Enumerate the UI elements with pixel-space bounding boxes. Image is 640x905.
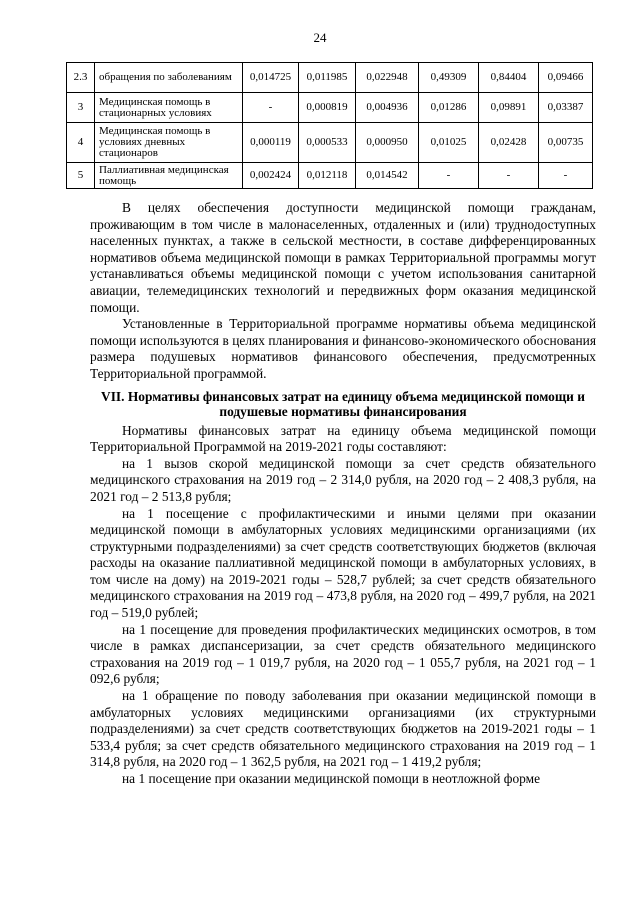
table-cell: - [419, 163, 479, 189]
table-cell: 0,014725 [243, 63, 299, 93]
table-cell: 0,014542 [356, 163, 419, 189]
row-name: обращения по заболеваниям [95, 63, 243, 93]
table-cell: 0,01025 [419, 123, 479, 163]
paragraph: на 1 обращение по поводу заболевания при оказании медицинской помощи в амбулаторных условиях медицинскими организациями (их структурными подразделениями) за счет средств соответствующих бюджетов на 2019-2021 годы – 1 533,4 рубля; за счет средств обязательного медицинского страхования на 2019 год – 1 314,8 рубля, на 2020 год – 1 362,5 рубля, на 2021 год – 1 419,2 рубля; [90, 688, 596, 770]
row-name: Паллиативная медицинская помощь [95, 163, 243, 189]
table-cell: 0,09466 [539, 63, 593, 93]
table-cell: - [479, 163, 539, 189]
table-row [67, 163, 593, 189]
section-heading: VII. Нормативы финансовых затрат на единицу объема медицинской помощи и подушевые нормативы финансирования [101, 388, 585, 419]
norms-table [66, 62, 593, 189]
paragraph: на 1 вызов скорой медицинской помощи за счет средств обязательного медицинского страхования на 2019 год – 2 314,0 рубля, на 2020 год – 2 408,3 рубля, на 2021 год – 2 513,8 рубля; [90, 455, 596, 504]
row-number: 5 [67, 163, 95, 189]
table-cell: 0,49309 [419, 63, 479, 93]
row-number: 3 [67, 93, 95, 123]
table-row [67, 93, 593, 123]
table-cell: - [539, 163, 593, 189]
paragraph: Нормативы финансовых затрат на единицу объема медицинской помощи Территориальной Программой на 2019-2021 годы составляют: [90, 422, 596, 455]
table-cell: 0,000950 [356, 123, 419, 163]
table-cell: 0,02428 [479, 123, 539, 163]
paragraph: на 1 посещение для проведения профилактических медицинских осмотров, в том числе в рамках диспансеризации, за счет средств обязательного медицинского страхования на 2019 год – 1 019,7 рубля, на 2020 год – 1 055,7 рубля, на 2021 год – 1 092,6 рубля; [90, 621, 596, 687]
row-number: 2.3 [67, 63, 95, 93]
table-cell: - [243, 93, 299, 123]
table-cell: 0,84404 [479, 63, 539, 93]
table-cell: 0,00735 [539, 123, 593, 163]
paragraph: на 1 посещение с профилактическими и иными целями при оказании медицинской помощи в амбулаторных условиях медицинскими организациями (их структурными подразделениями) за счет средств соответствующих бюджетов (включая расходы на оказание паллиативной медицинской помощи в амбулаторных условиях, в том числе на дому) на 2019-2021 годы – 528,7 рублей; за счет средств обязательного медицинского страхования на 2019 год – 473,8 рубля, на 2020 год – 499,7 рубля, на 2021 год – 519,0 рублей; [90, 505, 596, 621]
table-row [67, 63, 593, 93]
table-row [67, 123, 593, 163]
table-cell: 0,09891 [479, 93, 539, 123]
row-number: 4 [67, 123, 95, 163]
paragraph: В целях обеспечения доступности медицинской помощи гражданам, проживающим в том числе в малонаселенных, отдаленных и (или) труднодоступных населенных пунктах, а также в сельской местности, в составе дифференцированных нормативов объема медицинской помощи в рамках Территориальной программы могут устанавливаться объемы медицинской помощи с учетом использования санитарной авиации, телемедицинских технологий и передвижных форм оказания медицинской помощи. [90, 200, 596, 315]
table-cell: 0,011985 [299, 63, 356, 93]
table-cell: 0,000819 [299, 93, 356, 123]
table-cell: 0,000533 [299, 123, 356, 163]
row-name: Медицинская помощь в условиях дневных стационаров [95, 123, 243, 163]
table-cell: 0,03387 [539, 93, 593, 123]
body-text [90, 200, 596, 788]
table-cell: 0,002424 [243, 163, 299, 189]
table-cell: 0,012118 [299, 163, 356, 189]
table-cell: 0,000119 [243, 123, 299, 163]
table-cell: 0,022948 [356, 63, 419, 93]
page-number: 24 [313, 30, 327, 45]
row-name: Медицинская помощь в стационарных условиях [95, 93, 243, 123]
table-cell: 0,01286 [419, 93, 479, 123]
table-cell: 0,004936 [356, 93, 419, 123]
paragraph: на 1 посещение при оказании медицинской помощи в неотложной форме [122, 771, 541, 786]
paragraph: Установленные в Территориальной программе нормативы объема медицинской помощи используются в целях планирования и финансово-экономического обоснования размера подушевых нормативов финансового обеспечения, предусмотренных Территориальной программой. [90, 316, 596, 381]
